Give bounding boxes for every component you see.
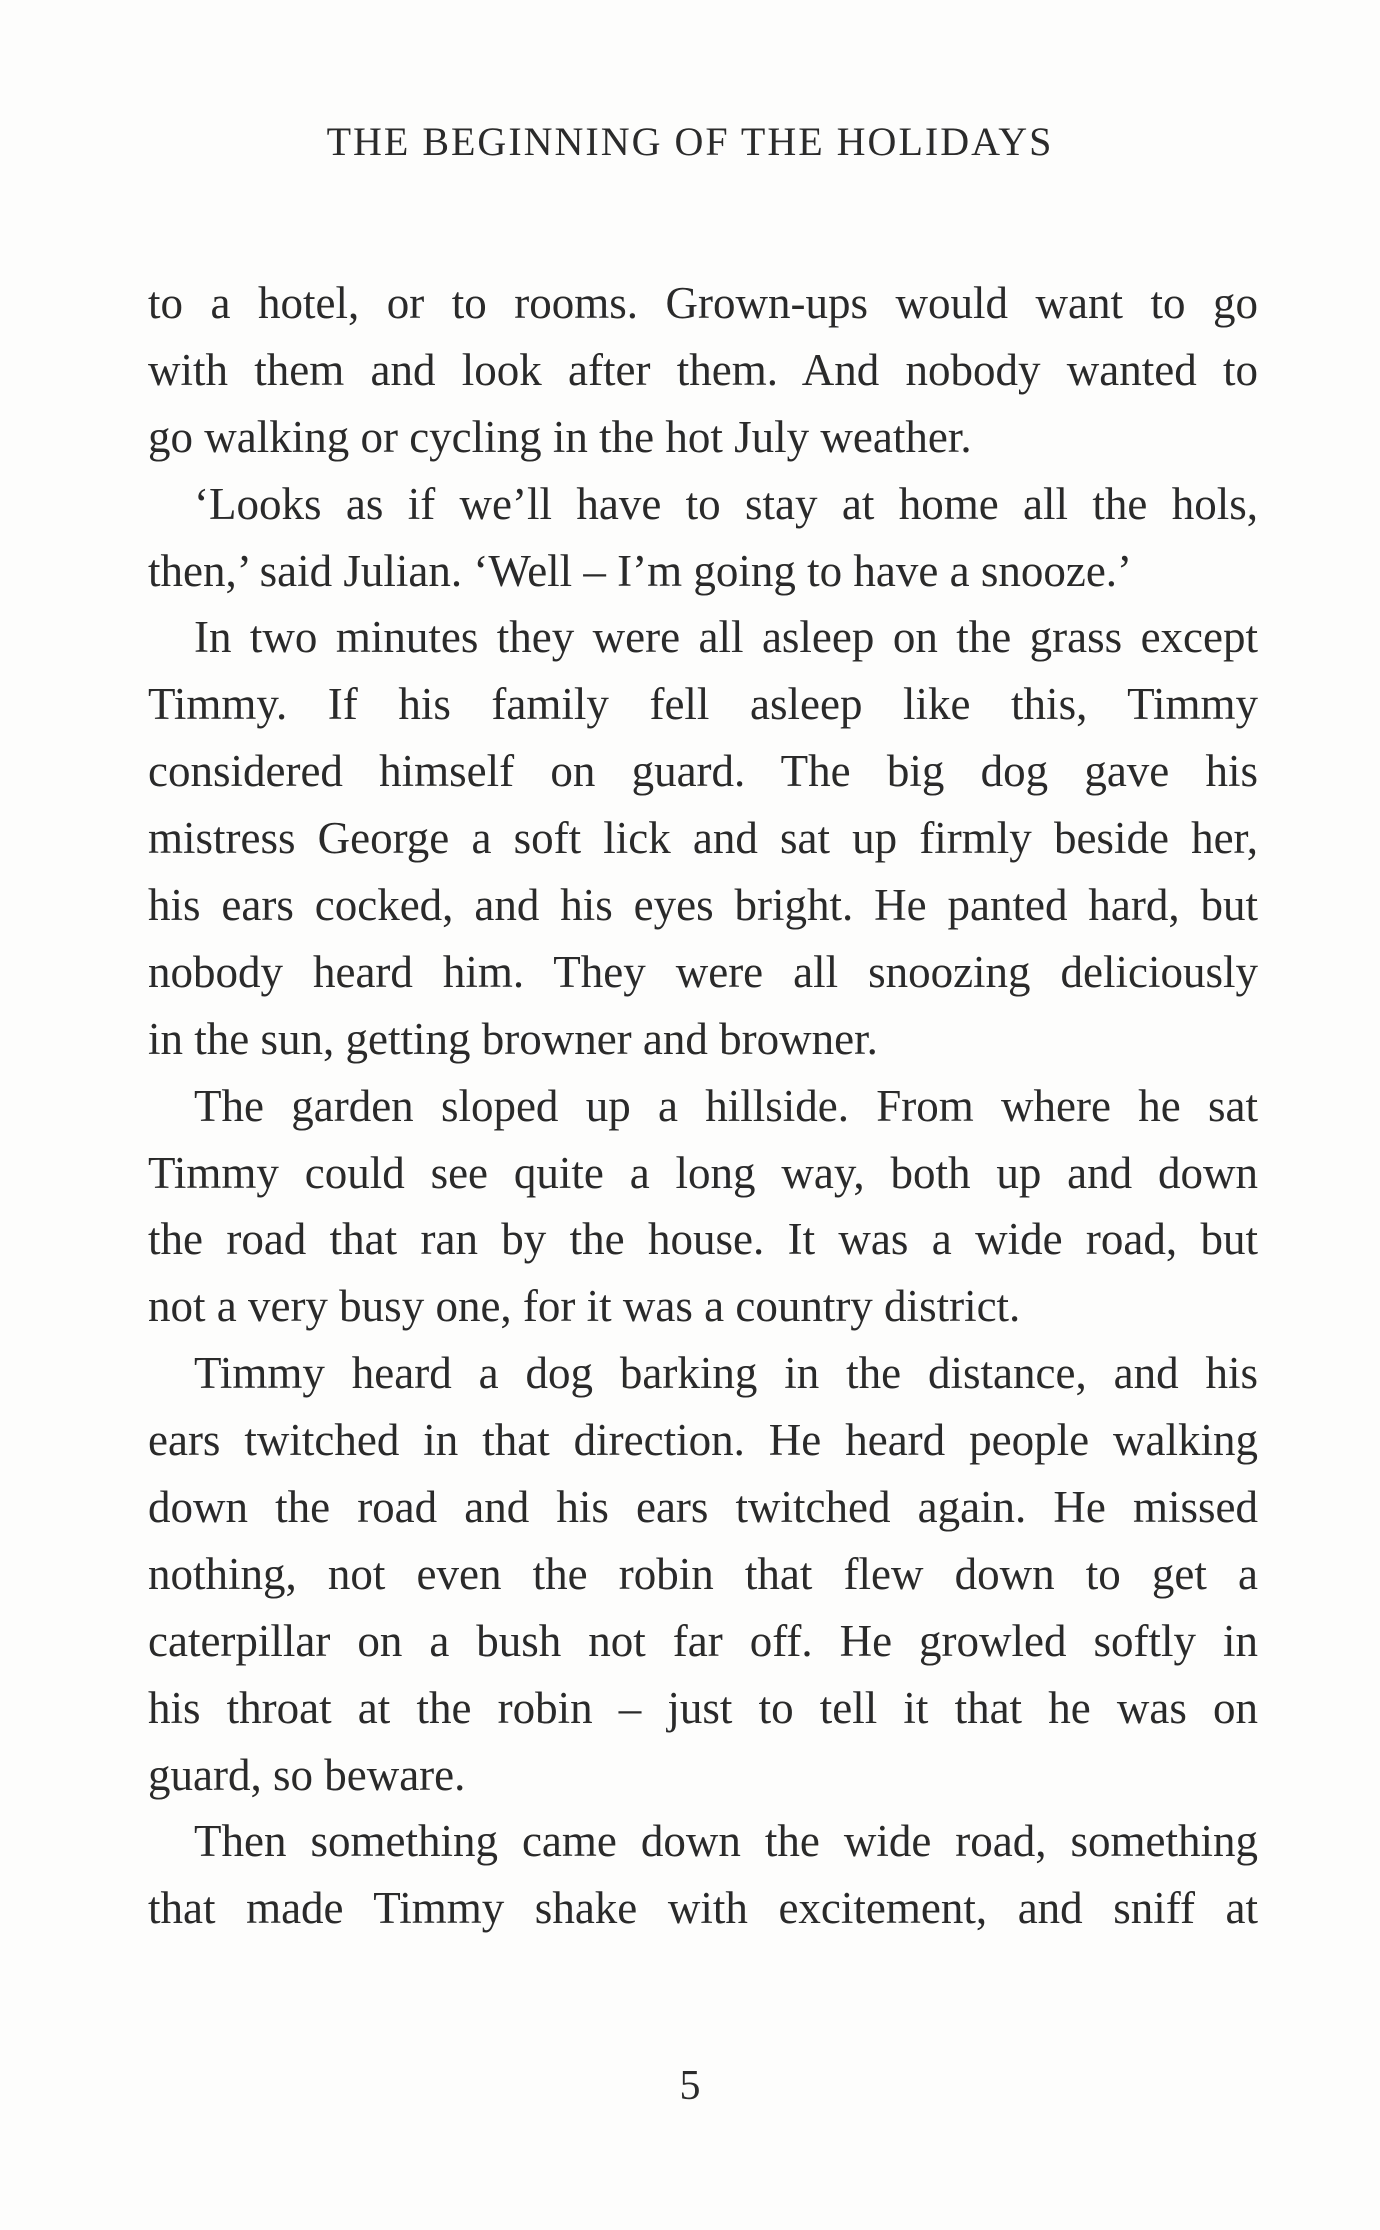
text-line: mistress George a soft lick and sat up firmly beside her,: [148, 813, 1258, 864]
text-line: with them and look after them. And nobody wanted to: [148, 344, 1258, 395]
text-line: his throat at the robin – just to tell it that he was on: [148, 1682, 1258, 1733]
text-line: ‘Looks as if we’ll have to stay at home all the hols,: [194, 478, 1258, 529]
text-line: go walking or cycling in the hot July weather.: [148, 411, 972, 462]
text-line: caterpillar on a bush not far off. He growled softly in: [148, 1615, 1258, 1666]
text-line: that made Timmy shake with excitement, and sniff at: [148, 1883, 1258, 1934]
body-text: [148, 270, 1258, 1942]
text-line: In two minutes they were all asleep on the grass except: [194, 612, 1258, 663]
text-line: considered himself on guard. The big dog gave his: [148, 746, 1258, 797]
text-line: Timmy. If his family fell asleep like this, Timmy: [148, 679, 1258, 730]
text-line: down the road and his ears twitched again. He missed: [148, 1482, 1258, 1533]
text-line: Then something came down the wide road, something: [194, 1816, 1258, 1867]
page-number: 5: [679, 2063, 701, 2109]
text-line: ears twitched in that direction. He heard people walking: [148, 1415, 1258, 1466]
text-line: Timmy could see quite a long way, both up and down: [148, 1147, 1258, 1198]
text-line: not a very busy one, for it was a country district.: [148, 1281, 1021, 1332]
text-line: nothing, not even the robin that flew down to get a: [148, 1548, 1258, 1599]
running-head: THE BEGINNING OF THE HOLIDAYS: [326, 119, 1054, 164]
text-line: then,’ said Julian. ‘Well – I’m going to have a snooze.’: [148, 545, 1133, 596]
text-line: The garden sloped up a hillside. From where he sat: [194, 1080, 1258, 1131]
text-line: to a hotel, or to rooms. Grown-ups would want to go: [148, 278, 1258, 328]
text-line: nobody heard him. They were all snoozing deliciously: [148, 946, 1258, 997]
text-line: Timmy heard a dog barking in the distance, and his: [194, 1348, 1258, 1399]
text-line: guard, so beware.: [148, 1749, 466, 1800]
text-line: in the sun, getting browner and browner.: [148, 1013, 878, 1064]
text-line: the road that ran by the house. It was a wide road, but: [148, 1214, 1258, 1265]
text-line: his ears cocked, and his eyes bright. He panted hard, but: [148, 880, 1258, 931]
